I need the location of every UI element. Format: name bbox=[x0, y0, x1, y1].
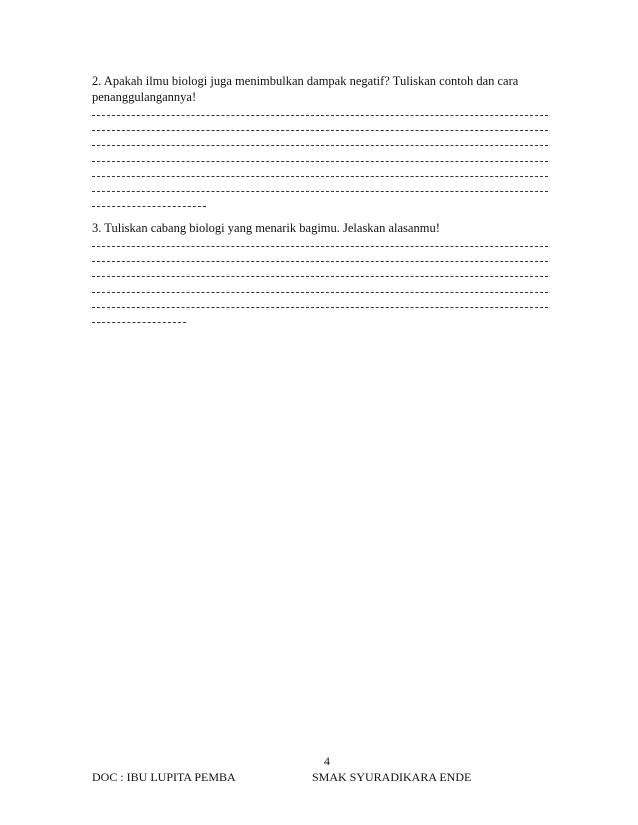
question-2-text: 2. Apakah ilmu biologi juga menimbulkan dampak negatif? Tuliskan contoh dan cara penanggulangannya! bbox=[92, 74, 519, 104]
answer-line bbox=[92, 254, 548, 269]
footer-school: SMAK SYURADIKARA ENDE bbox=[312, 770, 472, 784]
answer-line-end bbox=[92, 199, 548, 214]
answer-line bbox=[92, 269, 548, 284]
answer-line bbox=[92, 154, 548, 169]
answer-line-end bbox=[92, 315, 548, 330]
question-3-text: 3. Tuliskan cabang biologi yang menarik bagimu. Jelaskan alasanmu! bbox=[92, 221, 440, 235]
answer-line bbox=[92, 239, 548, 254]
answer-line bbox=[92, 169, 548, 184]
answer-line bbox=[92, 300, 548, 315]
page-number: 4 bbox=[324, 754, 330, 768]
answer-area-2[interactable] bbox=[92, 108, 548, 214]
question-3 bbox=[92, 220, 548, 330]
question-2 bbox=[92, 73, 548, 214]
answer-area-3[interactable] bbox=[92, 239, 548, 330]
answer-line bbox=[92, 184, 548, 199]
answer-line bbox=[92, 138, 548, 153]
footer-author: DOC : IBU LUPITA PEMBA bbox=[92, 770, 236, 784]
answer-line bbox=[92, 285, 548, 300]
answer-line bbox=[92, 123, 548, 138]
answer-line bbox=[92, 108, 548, 123]
